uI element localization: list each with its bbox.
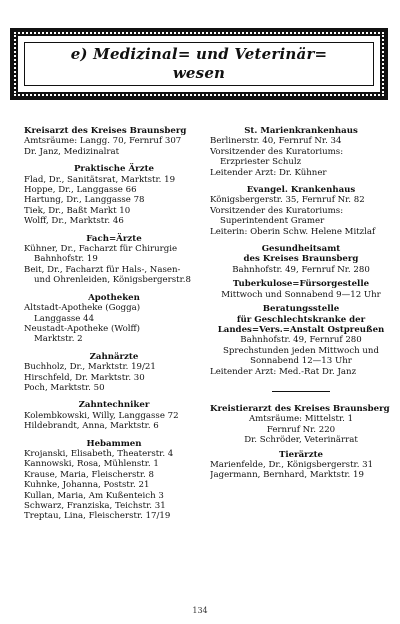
tuberkulose-line: Mittwoch und Sonnabend 9—12 Uhr xyxy=(221,289,381,300)
kreistierarzt-line: Amtsräume: Mittelstr. 1 xyxy=(248,414,354,425)
zahnaerzte-entry: Hirschfeld, Dr. Marktstr. 30 xyxy=(24,372,145,383)
hebammen-entry: Treptau, Lina, Fleischerstr. 17/19 xyxy=(24,511,171,522)
krankenhaus-heading: St. Marienkrankenhaus xyxy=(244,126,358,136)
beratung-line: Sprechstunden jeden Mittwoch und xyxy=(223,345,379,356)
beratung-heading: Beratungsstelle xyxy=(262,304,340,315)
gesundheitsamt-subheading: des Kreises Braunsberg xyxy=(243,254,359,265)
krankenhaus-ev-line: Königsbergerstr. 35, Fernruf Nr. 82 xyxy=(210,195,365,206)
tuberkulose-heading: Tuberkulose=Fürsorgestelle xyxy=(232,279,370,290)
fachaerzte-entry: und Ohrenleiden, Königsbergerstr.8 xyxy=(34,275,191,286)
hebammen-entry: Kuhnke, Johanna, Poststr. 21 xyxy=(24,480,150,491)
krankenhaus-line: Leitender Arzt: Dr. Kühner xyxy=(210,167,327,178)
gesundheitsamt-line: Bahnhofstr. 49, Fernruf Nr. 280 xyxy=(232,264,370,275)
aerzte-entry: Hartung, Dr., Langgasse 78 xyxy=(24,195,145,206)
kreisarzt-line: Amtsräume: Langg. 70, Fernruf 307 xyxy=(24,136,182,147)
page-number: 134 xyxy=(192,606,208,615)
apotheken-entry: Altstadt-Apotheke (Gogga) xyxy=(24,303,141,314)
tieraerzte-heading: Tierärzte xyxy=(278,449,324,460)
tieraerzte-entry: Marienfelde, Dr., Königsbergerstr. 31 xyxy=(210,459,374,470)
kreistierarzt-heading: Kreistierarzt des Kreises Braunsberg xyxy=(210,403,390,414)
apotheken-entry: Marktstr. 2 xyxy=(34,334,83,345)
zahntechniker-entry: Hildebrandt, Anna, Marktstr. 6 xyxy=(24,421,159,432)
aerzte-entry: Flad, Dr., Sanitätsrat, Marktstr. 19 xyxy=(24,174,176,185)
fachaerzte-entry: Kühner, Dr., Facharzt für Chirurgie xyxy=(24,244,178,255)
beratung-line: Leitender Arzt: Med.-Rat Dr. Janz xyxy=(210,366,357,377)
fachaerzte-heading: Fach=Ärzte xyxy=(86,233,142,244)
aerzte-entry: Tiek, Dr., Baßt Markt 10 xyxy=(24,205,131,216)
tieraerzte-entry: Jagermann, Bernhard, Marktstr. 19 xyxy=(210,470,364,481)
zahntechniker-heading: Zahntechniker xyxy=(78,400,150,411)
krankenhaus-ev-heading: Evangel. Krankenhaus xyxy=(246,185,356,196)
right-column xyxy=(210,126,392,481)
hebammen-entry: Kullan, Maria, Am Kußenteich 3 xyxy=(24,490,164,501)
section-title-line-1: e) Medizinal= und Veterinär= xyxy=(70,45,328,63)
krankenhaus-line: Vorsitzender des Kuratoriums: xyxy=(210,146,344,157)
aerzte-entry: Wolff, Dr., Marktstr. 46 xyxy=(24,216,124,227)
beratung-subheading: Landes=Vers.=Anstalt Ostpreußen xyxy=(217,324,385,335)
kreistierarzt-line: Fernruf Nr. 220 xyxy=(266,424,336,435)
zahnaerzte-entry: Poch, Marktstr. 50 xyxy=(24,382,105,393)
krankenhaus-line: Berlinerstr. 40, Fernruf Nr. 34 xyxy=(210,136,342,147)
kreistierarzt-line: Dr. Schröder, Veterinärrat xyxy=(244,435,358,446)
kreisarzt-line: Dr. Janz, Medizinalrat xyxy=(24,146,120,157)
ornamental-title-frame xyxy=(10,28,388,100)
hebammen-entry: Krause, Maria, Fleischerstr. 8 xyxy=(24,469,154,480)
beratung-line: Bahnhofstr. 49, Fernruf 280 xyxy=(240,335,362,346)
krankenhaus-ev-line: Superintendent Gramer xyxy=(220,216,325,227)
apotheken-entry: Neustadt-Apotheke (Wolff) xyxy=(24,323,140,334)
section-divider xyxy=(272,391,330,392)
hebammen-heading: Hebammen xyxy=(86,438,142,449)
fachaerzte-entry: Beit, Dr., Facharzt für Hals-, Nasen- xyxy=(24,264,181,275)
hebammen-entry: Kannowski, Rosa, Mühlenstr. 1 xyxy=(24,459,159,470)
beratung-line: Sonnabend 12—13 Uhr xyxy=(250,356,352,367)
beratung-subheading: für Geschlechtskranke der xyxy=(236,314,366,325)
kreisarzt-heading: Kreisarzt des Kreises Braunsberg xyxy=(24,126,187,136)
zahnaerzte-entry: Buchholz, Dr., Marktstr. 19/21 xyxy=(24,362,156,373)
krankenhaus-ev-line: Leiterin: Oberin Schw. Helene Mitzlaf xyxy=(210,226,376,237)
left-column xyxy=(24,126,204,522)
krankenhaus-ev-line: Vorsitzender des Kuratoriums: xyxy=(210,205,344,216)
gesundheitsamt-heading: Gesundheitsamt xyxy=(261,244,341,255)
fachaerzte-entry: Bahnhofstr. 19 xyxy=(34,254,98,265)
krankenhaus-line: Erzpriester Schulz xyxy=(220,157,302,168)
hebammen-entry: Schwarz, Franziska, Teichstr. 31 xyxy=(24,501,166,511)
apotheken-heading: Apotheken xyxy=(88,292,140,303)
aerzte-entry: Hoppe, Dr., Langgasse 66 xyxy=(24,185,137,196)
zahntechniker-entry: Kolembkowski, Willy, Langgasse 72 xyxy=(24,410,179,421)
hebammen-entry: Krojanski, Elisabeth, Theaterstr. 4 xyxy=(24,448,174,459)
apotheken-entry: Langgasse 44 xyxy=(34,313,95,324)
aerzte-heading: Praktische Ärzte xyxy=(73,164,155,175)
zahnaerzte-heading: Zahnärzte xyxy=(89,351,139,362)
section-title-line-2: wesen xyxy=(172,64,226,82)
title-inner-frame xyxy=(24,42,374,86)
